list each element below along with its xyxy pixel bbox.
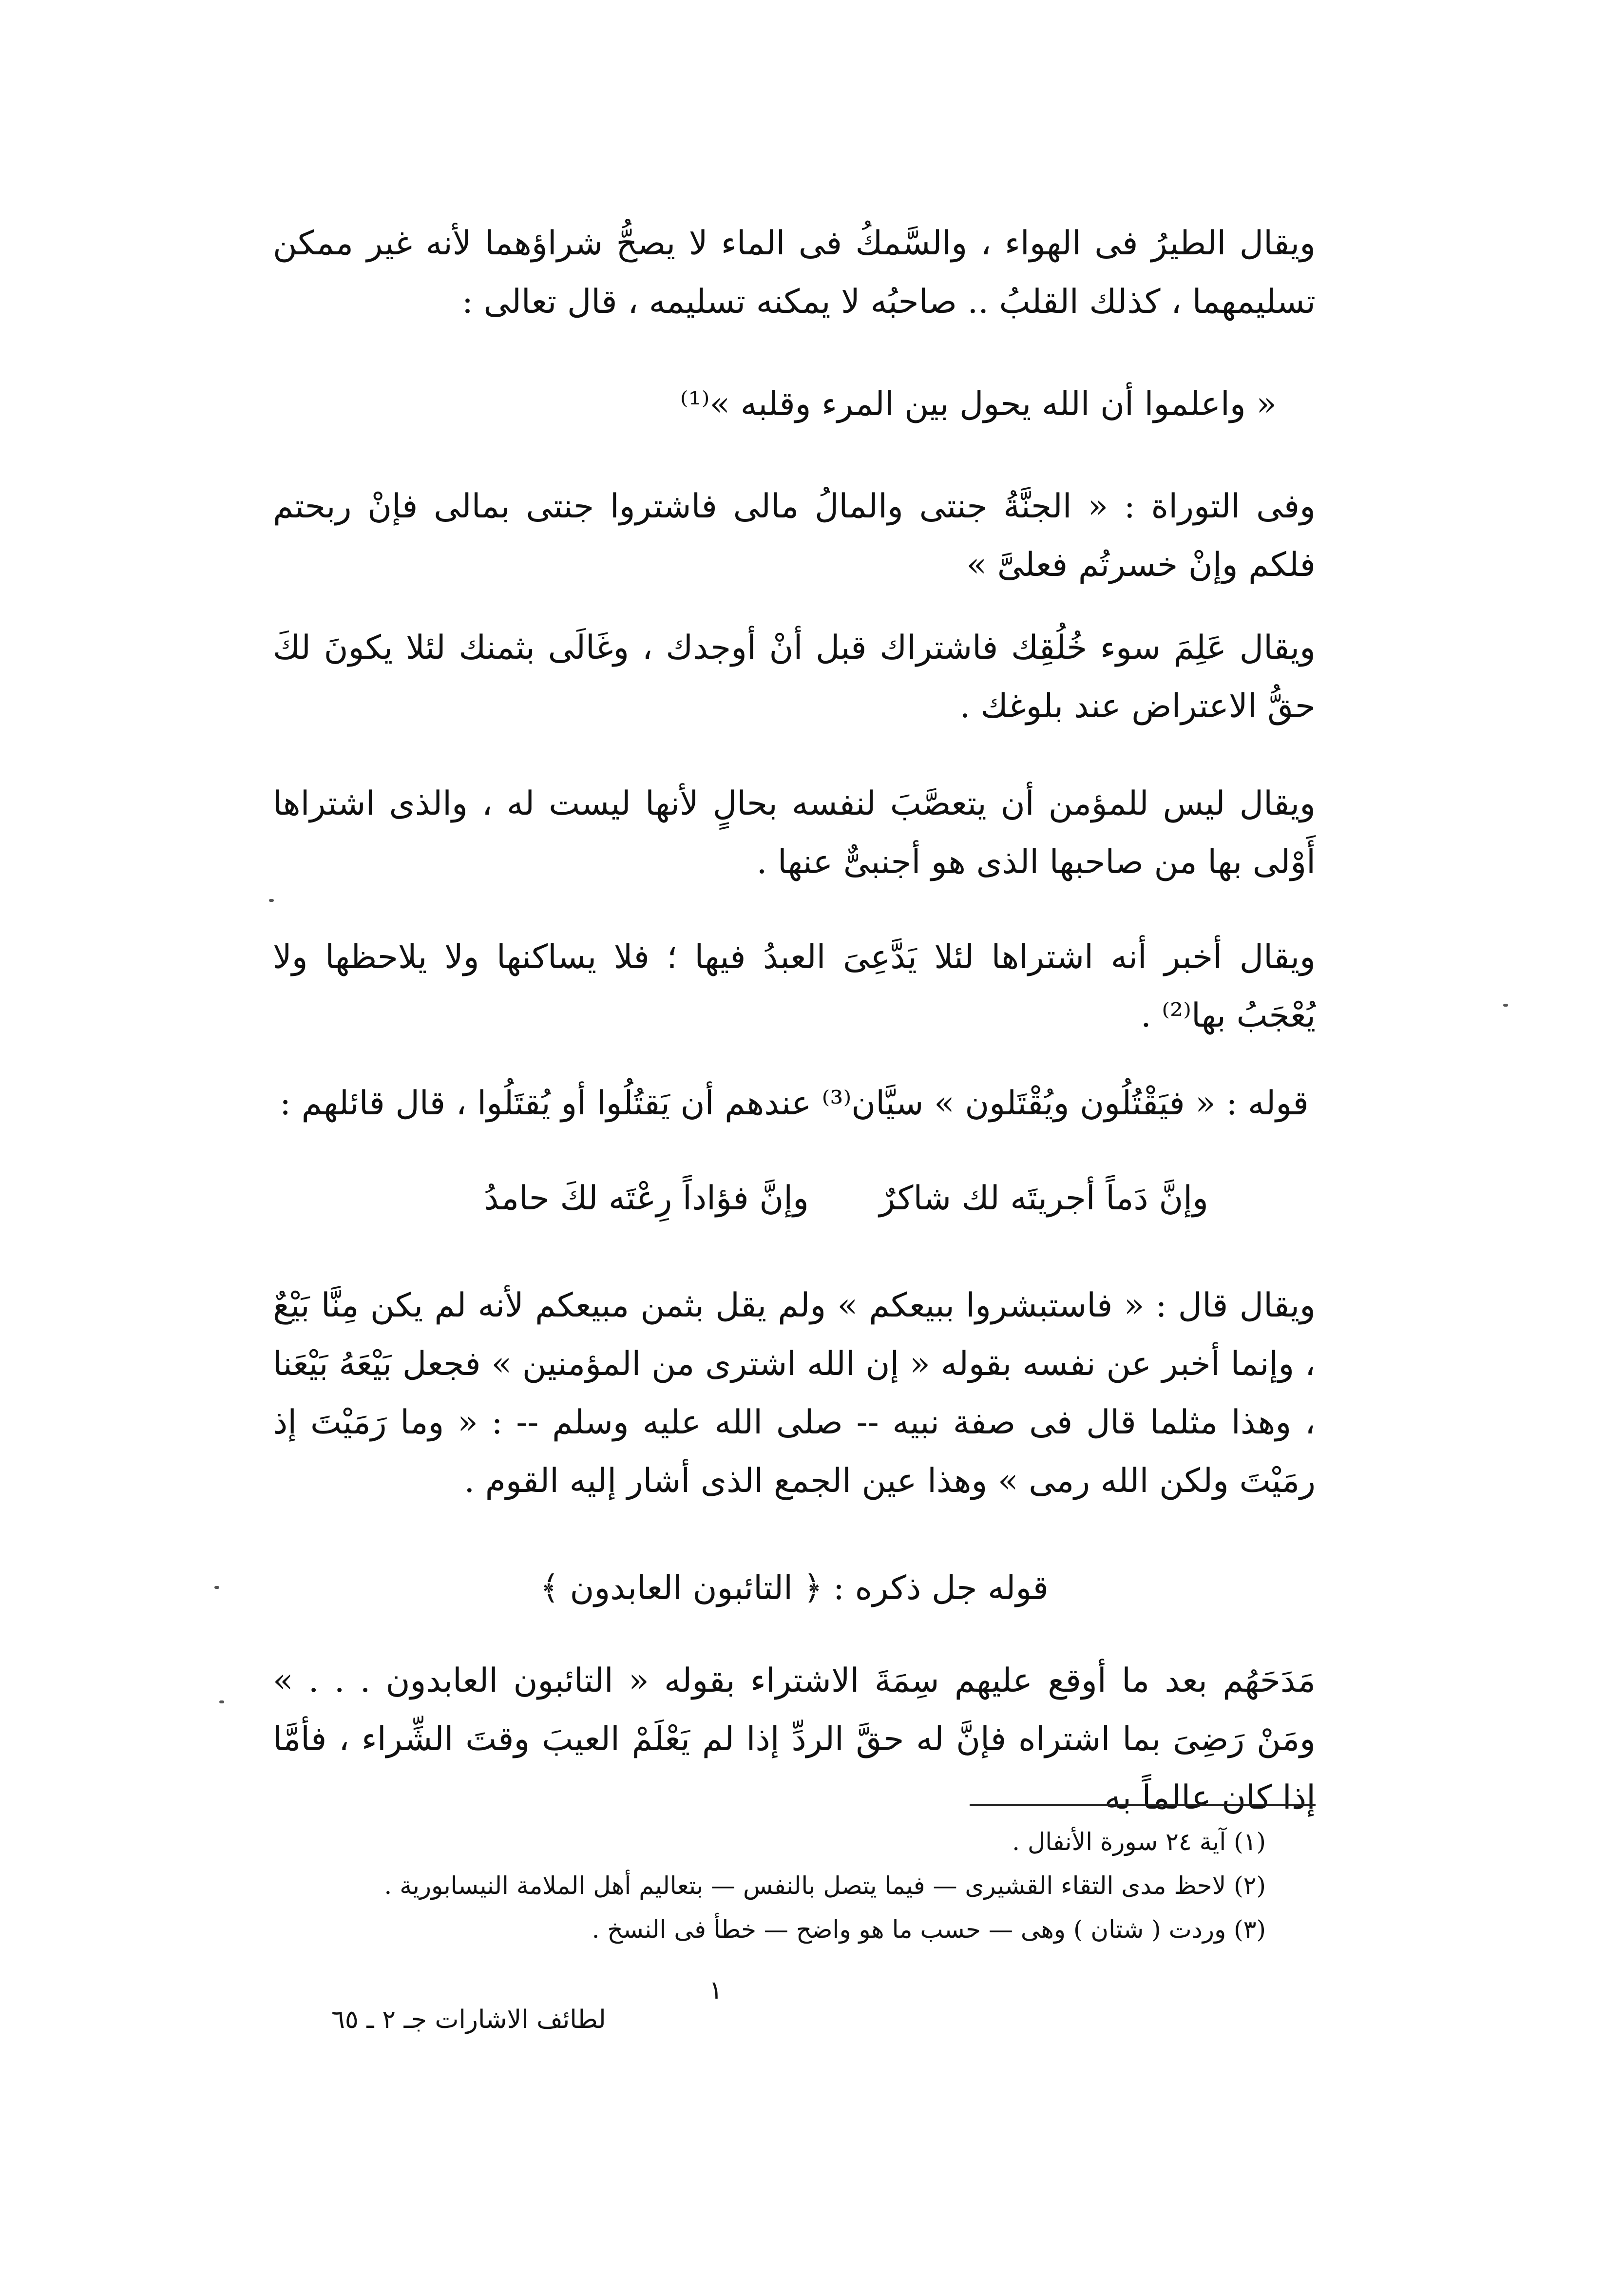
paragraph-1: ويقال الطيرُ فى الهواء ، والسَّمكُ فى الماء لا يصحُّ شراؤهما لأنه غير ممكن تسليمهما ، كذلك القلبُ .. صاحبُه لا يمكنه تسليمه ، قال تعالى : [273, 224, 1316, 321]
page-mark: ١ [709, 1976, 723, 2005]
section-heading: قوله جل ذكره : ﴿ التائبون العابدون ﴾ [540, 1569, 1049, 1607]
paragraph-2: وفى التوراة : « الجنَّةُ جنتى والمالُ مالى فاشتروا جنتى بمالى فإنْ ربحتم فلكم وإنْ خسرتُم فعلىَّ » [273, 487, 1316, 584]
paragraph-7: ويقال قال : « فاستبشروا ببيعكم » ولم يقل بثمن مبيعكم لأنه لم يكن مِنَّا بَيْعٌ ، وإنما أخبر عن نفسه بقوله « إن الله اشترى من المؤمنين » فجعل بَيْعَهُ بَيْعَنا ، وهذا مثلما قال فى صفة نبيه -- صلى الله عليه وسلم -- : « وما رَمَيْتَ إذ رمَيْتَ ولكن الله رمى » وهذا عين الجمع الذى أشار إليه القوم . [273, 1286, 1316, 1500]
footnote-1: (١) آية ٢٤ سورة الأنفال . [1012, 1828, 1266, 1856]
scan-speck [269, 899, 274, 902]
footnote-3: (٣) وردت ( شتان ) وهى — حسب ما هو واضح — خطأ فى النسخ . [592, 1915, 1266, 1944]
scan-speck [1503, 1004, 1508, 1007]
paragraph-5: ويقال أخبر أنه اشتراها لئلا يَدَّعِىَ العبدُ فيها ؛ فلا يساكنها ولا يلاحظها ولا يُعْجَبُ بها⁽²⁾ . [273, 938, 1316, 1035]
footnote-separator [970, 1804, 1316, 1806]
running-footer: لطائف الاشارات جـ ٢ ـ ٦٥ [331, 2005, 606, 2034]
verse-left-hemistich: وإنَّ فؤاداً رِعْتَه لكَ حامدُ [483, 1179, 809, 1218]
quran-quote-1: « واعلموا أن الله يحول بين المرء وقلبه »⁽¹⁾ [680, 385, 1277, 423]
scan-speck [219, 1700, 224, 1703]
footnote-2: (٢) لاحظ مدى التقاء القشيرى — فيما يتصل بالنفس — بتعاليم أهل الملامة النيسابورية . [384, 1871, 1266, 1900]
paragraph-3: ويقال عَلِمَ سوء خُلُقِك فاشتراك قبل أنْ أوجدك ، وغَالَى بثمنك لئلا يكونَ لكَ حقُّ الاعتراض عند بلوغك . [273, 629, 1316, 725]
scan-speck [214, 1586, 219, 1589]
paragraph-4: ويقال ليس للمؤمن أن يتعصَّبَ لنفسه بحالٍ لأنها ليست له ، والذى اشتراها أَوْلى بها من صاحبها الذى هو أجنبىٌّ عنها . [273, 784, 1316, 881]
paragraph-6: قوله : « فيَقْتُلُون ويُقْتَلون » سيَّان⁽³⁾ عندهم أن يَقتُلُوا أو يُقتَلُوا ، قال قائلهم : [280, 1084, 1309, 1123]
verse-right-hemistich: وإنَّ دَماً أجريتَه لك شاكرٌ [879, 1179, 1208, 1218]
paragraph-8: مَدَحَهُم بعد ما أوقع عليهم سِمَةَ الاشتراء بقوله « التائبون العابدون . . . » ومَنْ رَضِىَ بما اشتراه فإنَّ له حقَّ الردِّ إذا لم يَعْلَمْ العيبَ وقتَ الشِّراء ، فأمَّا إذا كان عالماً به [273, 1661, 1316, 1817]
